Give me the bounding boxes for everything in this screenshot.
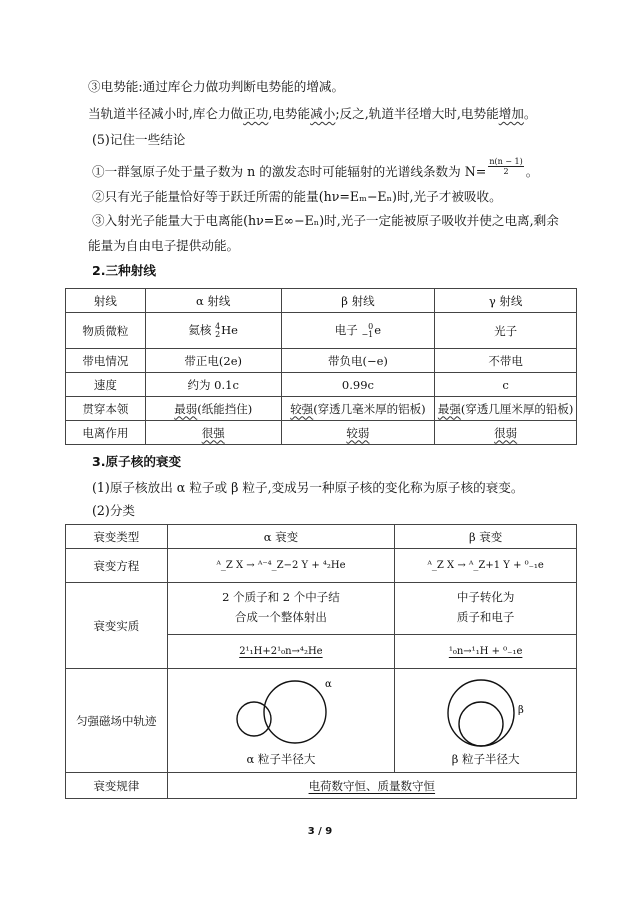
table-cell: 带正电(2e) [145,349,281,373]
answer: 最强 [437,401,461,416]
beta-caption: β 粒子半径大 [451,751,520,766]
atomic-number: −1 [361,330,374,339]
line-potential-energy: ③电势能:通过库仑力做功判断电势能的增减。 [88,79,345,94]
table-row [66,549,577,583]
alpha-mark: α [324,678,332,690]
table-row [66,373,577,397]
table-row [66,525,577,549]
table-cell: 0.99c [281,373,435,397]
daughter-nucleus-circle [237,702,271,736]
cell-text: 2 个质子和 2 个中子结 [222,589,340,604]
line-spectral-count [92,157,539,182]
element-symbol: e [374,323,382,337]
text-seg: ;反之,轨道半径增大时,电势能 [335,106,499,121]
decay-table [65,524,577,799]
row-label: 衰变规律 [66,773,168,799]
mass-number: 0 [368,322,374,331]
alpha-nuclear-equation [167,635,395,669]
alpha-trajectory-cell [167,669,395,773]
cell-text: (穿透几厘米厚的铅板) [460,401,574,416]
answer: 较弱 [346,425,370,440]
line-photon-absorb: ②只有光子能量恰好等于跃迁所需的能量(hν=Eₘ−Eₙ)时,光子才被吸收。 [92,189,502,204]
row-label: 电离作用 [66,421,146,445]
row-label: 贯穿本领 [66,397,146,421]
header-cell: 射线 [66,289,146,313]
beta-trajectory-cell [395,669,577,773]
header-cell: 衰变类型 [66,525,168,549]
alpha-particle-cell [145,313,281,349]
cell-text: 质子和电子 [456,609,515,624]
table-cell: c [435,373,577,397]
table-row [66,421,577,445]
table-cell: 不带电 [435,349,577,373]
atomic-number: 2 [215,330,221,339]
cell-text: (穿透几毫米厚的铝板) [313,401,426,416]
nuclide-stack [215,323,220,339]
section-three-rays: 2.三种射线 [92,263,156,278]
answer-positive-work: 正功 [243,106,269,121]
answer: 电荷数守恒、质量数守恒 [308,778,436,793]
table-row [66,669,577,773]
alpha-trajectory-diagram [221,675,341,747]
row-label: 匀强磁场中轨迹 [66,669,168,773]
answer-increase: 增加 [498,106,524,121]
beta-trajectory-diagram [426,675,546,747]
table-cell [145,421,281,445]
table-cell: 带负电(−e) [281,349,435,373]
header-cell: β 射线 [281,289,435,313]
text-seg: 当轨道半径减小时,库仑力做 [88,106,244,121]
header-cell: α 衰变 [167,525,395,549]
table-row [66,289,577,313]
row-label: 速度 [66,373,146,397]
table-cell: 约为 0.1c [145,373,281,397]
table-cell [435,421,577,445]
table-row [66,583,577,635]
alpha-caption: α 粒子半径大 [246,751,316,766]
mass-number: 4 [215,322,221,331]
nuclide-stack [361,323,373,339]
gamma-particle-cell: 光子 [435,313,577,349]
cell-text: 电子 [334,323,358,337]
text-seg: 。 [525,164,539,179]
fraction-n [488,157,523,176]
table-row [66,313,577,349]
text-seg: ①一群氢原子处于量子数为 n 的激发态时可能辐射的光谱线条数为 N= [92,164,487,179]
decay-rule-cell [167,773,576,799]
table-cell [435,397,577,421]
text-seg: 。 [523,106,537,121]
fraction-denominator: 2 [503,167,509,176]
table-cell [281,397,435,421]
row-label: 衰变方程 [66,549,168,583]
line-decay-definition: (1)原子核放出 α 粒子或 β 粒子,变成另一种原子核的变化称为原子核的衰变。 [92,480,524,495]
table-row [66,397,577,421]
fraction-numerator: n(n − 1) [489,157,523,166]
beta-decay-equation: ᴬ_Z X → ᴬ_Z+1 Y + ⁰₋₁e [395,549,577,583]
header-cell: γ 射线 [435,289,577,313]
table-cell [145,397,281,421]
beta-mark: β [517,704,524,716]
row-label: 带电情况 [66,349,146,373]
cell-text: 中子转化为 [456,589,515,604]
alpha-decay-equation: ᴬ_Z X → ᴬ⁻⁴_Z−2 Y + ⁴₂He [167,549,395,583]
cell-text: 合成一个整体射出 [234,609,327,624]
line-radius-change [88,105,536,123]
beta-particle-circle [448,680,514,746]
alpha-nature-cell [167,583,395,635]
cell-text: 2¹₁H+2¹₀n→⁴₂He [239,645,323,657]
answer: 很强 [201,425,225,440]
section-decay: 3.原子核的衰变 [92,454,182,469]
beta-nature-cell [395,583,577,635]
cell-text: ¹₀n→¹₁H + ⁰₋₁e [448,645,523,657]
answer: 较强 [290,401,314,416]
line-kinetic: 能量为自由电子提供动能。 [88,238,240,253]
table-row [66,349,577,373]
answer: 很弱 [494,425,518,440]
line-ionization: ③入射光子能量大于电离能(hν=E∞−Eₙ)时,光子一定能被原子吸收并使之电离,剩余 [92,213,559,228]
cell-text: 氦核 [188,323,212,337]
table-row [66,773,577,799]
text-seg: ,电势能 [268,106,311,121]
row-label: 衰变实质 [66,583,168,669]
header-cell: α 射线 [145,289,281,313]
table-cell [281,421,435,445]
line-classification: (2)分类 [92,503,136,518]
header-cell: β 衰变 [395,525,577,549]
answer-decrease: 减小 [310,106,336,121]
heading-conclusions: (5)记住一些结论 [92,132,186,147]
answer: 最弱 [174,401,198,416]
daughter-nucleus-circle [459,702,503,746]
row-label: 物质微粒 [66,313,146,349]
rays-table [65,288,577,445]
alpha-particle-circle [264,681,326,743]
page-number: 3 / 9 [307,826,333,837]
beta-nuclear-equation [395,635,577,669]
cell-text: (纸能挡住) [197,401,253,416]
beta-particle-cell [281,313,435,349]
element-symbol: He [221,323,238,337]
